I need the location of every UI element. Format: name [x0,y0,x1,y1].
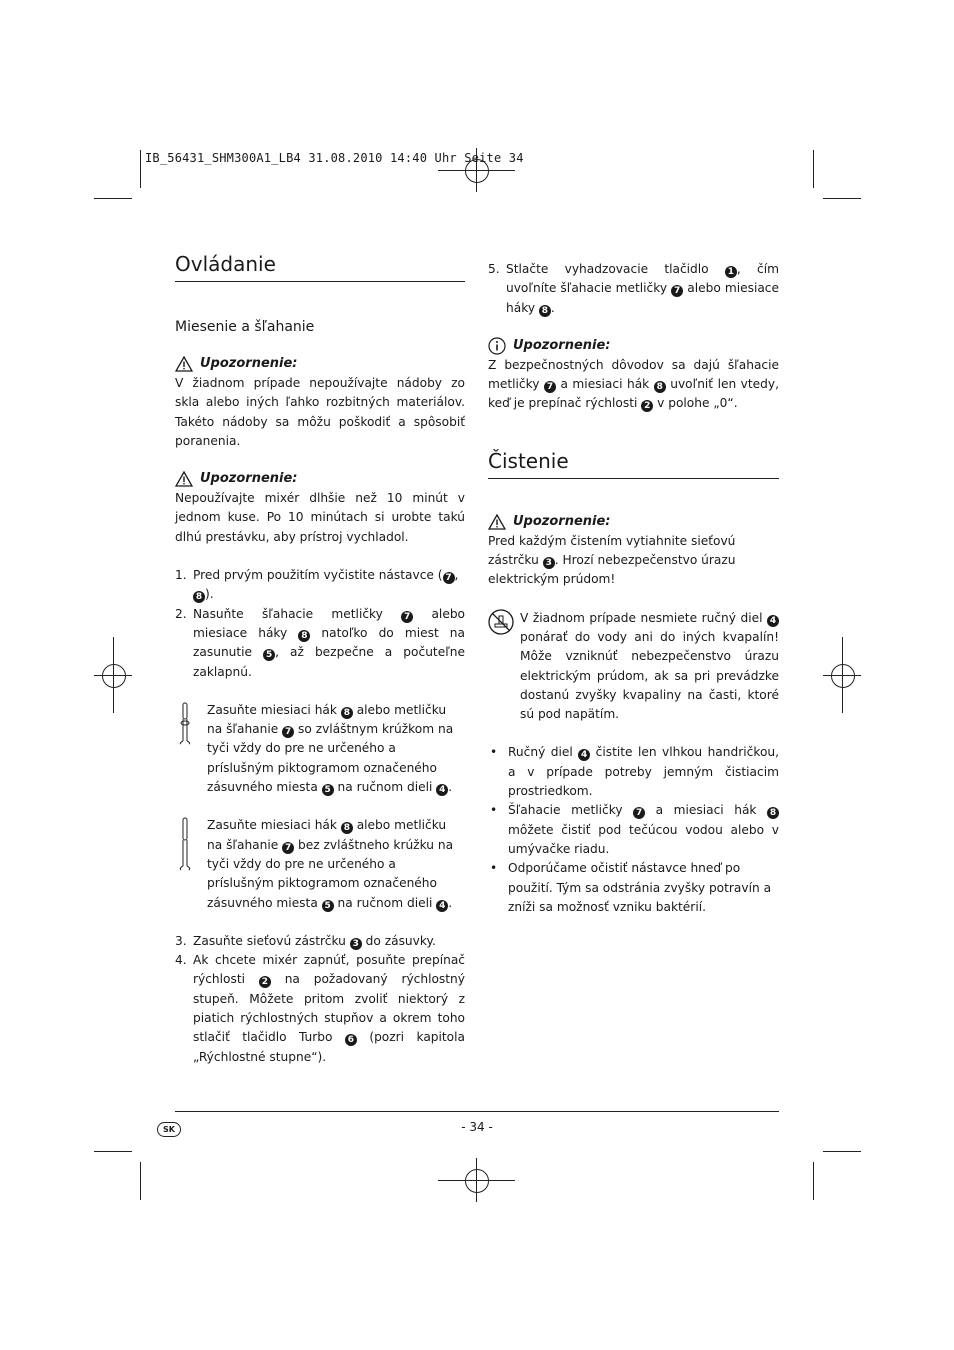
warning-text: Pred každým čistením vytiahnite sieťovú zástrčku 3 . Hrozí nebezpečenstvo úrazu elektrickým prúdom! [488,533,736,587]
crop-mark [813,150,814,188]
part-number-badge: 8 [298,630,310,642]
warning-triangle-icon [488,514,506,530]
warning-label: Upozornenie: [200,471,298,487]
part-number-badge: 4 [436,784,448,796]
footer-rule [175,1111,779,1112]
subsection-title: Miesenie a šľahanie [175,319,315,335]
crop-mark [140,150,141,188]
warning-heading [175,354,465,374]
crop-mark [140,1162,141,1200]
registration-circle [831,664,855,688]
part-number-badge: 7 [671,285,683,297]
part-number-badge: 8 [539,305,551,317]
crop-mark [94,1151,132,1152]
part-number-badge: 5 [322,900,334,912]
part-number-badge: 5 [322,784,334,796]
registration-circle [465,1169,489,1193]
list-item: • Odporúčame očistiť nástavce hneď po použití. Tým sa odstránia zvyšky potravín a zníži sa možnosť vzniku baktérií. [490,861,772,914]
warning-text: Nepoužívajte mixér dlhšie než 10 minút v jednom kuse. Po 10 minútach si urobte takú dlhú prestávku, aby prístroj vychladol. [175,491,465,544]
part-number-badge: 7 [633,807,645,819]
part-number-badge: 5 [263,649,275,661]
left-column [175,250,465,1067]
warning-label: Upozornenie: [513,513,611,529]
steps-list-b [175,932,465,1067]
part-number-badge: 8 [341,822,353,834]
list-item: 5. Stlačte vyhadzovacie tlačidlo 1 , čím uvoľníte šľahacie metličky 7 alebo miesiace háky 8 . [488,262,779,316]
pictogram-block-with-ring: Zasuňte miesiaci hák 8 alebo metličku na šľahanie 7 so zvláštnym krúžkom na tyči vždy do pre ne určeného a príslušným piktogramom označeného zásuvného miesta 5 na ručnom dieli 4 . [175,701,465,797]
warning-triangle-icon [175,356,193,372]
crop-mark [813,1162,814,1200]
part-number-badge: 2 [259,976,271,988]
right-column [488,260,779,917]
part-number-badge: 8 [654,381,666,393]
warning-triangle-icon [175,471,193,487]
warning-heading [175,469,465,489]
part-number-badge: 3 [350,938,362,950]
warning-heading [488,512,779,532]
registration-circle [102,664,126,688]
print-header: IB_56431_SHM300A1_LB4 31.08.2010 14:40 Uhr Seite 34 [145,151,524,165]
list-item: • Šľahacie metličky 7 a miesiaci hák 8 môžete čistiť pod tečúcou vodou alebo v umývačke riadu. [490,803,779,856]
list-item: 3. Zasuňte sieťovú zástrčku 3 do zásuvky. [175,933,436,949]
part-number-badge: 8 [767,807,779,819]
no-water-block: V žiadnom prípade nesmiete ručný diel 4 ponárať do vody ani do iných kvapalín! Môže vzniknúť nebezpečenstvo úrazu elektrickým prúdom, ak sa pri prevádzke dostanú zvyšky kvapaliny na časti, ktoré sú pod napätím. [488,609,779,725]
part-number-badge: 2 [641,400,653,412]
no-immersion-icon [488,609,520,725]
crop-mark [94,198,132,199]
list-item: 2. Nasuňte šľahacie metličky 7 alebo miesiace háky 8 natoľko do miest na zasunutie 5 , až bezpečne a počuteľne zaklapnú. [175,606,466,679]
whisk-with-ring-icon [175,701,207,797]
list-item: 1. Pred prvým použitím vyčistite nástavce ( 7 , 8 ). [175,568,459,603]
crop-mark [823,1151,861,1152]
warning-text: V žiadnom prípade nepoužívajte nádoby zo skla alebo iných ľahko rozbitných materiálov. Takéto nádoby sa môžu poškodiť a spôsobiť poranenia. [175,376,465,448]
part-number-badge: 7 [282,726,294,738]
part-number-badge: 4 [767,615,779,627]
part-number-badge: 1 [725,266,737,278]
whisk-without-ring-icon [175,816,207,912]
info-heading [488,336,779,356]
part-number-badge: 8 [341,707,353,719]
section-title: Čistenie [488,447,779,479]
bullet-list [488,743,779,917]
info-label: Upozornenie: [513,337,611,353]
info-text: Z bezpečnostných dôvodov sa dajú šľahacie metličky 7 a miesiaci hák 8 uvoľniť len vtedy, keď je prepínač rýchlosti 2 v polohe „0“. [488,357,779,412]
list-item: • Ručný diel 4 čistite len vlhkou handričkou, a v prípade potreby jemným čistiacim prostriedkom. [490,745,779,799]
part-number-badge: 3 [543,557,555,569]
part-number-badge: 7 [282,842,294,854]
list-item: 4. Ak chcete mixér zapnúť, posuňte prepínač rýchlosti 2 na požadovaný rýchlostný stupeň. Môžete pritom zvoliť niektorý z piatich rýchlostných stupňov a okrem toho stlačiť tlačidlo Turbo 6 (pozri kapitola „Rýchlostné stupne“). [175,953,465,1064]
part-number-badge: 7 [443,572,455,584]
pictogram-block-without-ring: Zasuňte miesiaci hák 8 alebo metličku na šľahanie 7 bez zvláštneho krúžku na tyči vždy do pre ne určeného a príslušným piktogramom označeného zásuvného miesta 5 na ručnom dieli 4 . [175,816,465,912]
page-number: - 34 - [461,1120,493,1134]
part-number-badge: 7 [544,381,556,393]
part-number-badge: 6 [345,1034,357,1046]
crop-mark [823,198,861,199]
part-number-badge: 8 [193,591,205,603]
part-number-badge: 4 [436,900,448,912]
info-icon [488,337,506,355]
part-number-badge: 7 [401,611,413,623]
part-number-badge: 4 [578,749,590,761]
steps-list-a [175,566,465,682]
language-badge: SK [157,1122,181,1137]
warning-label: Upozornenie: [200,356,298,371]
section-title: Ovládanie [175,250,465,282]
